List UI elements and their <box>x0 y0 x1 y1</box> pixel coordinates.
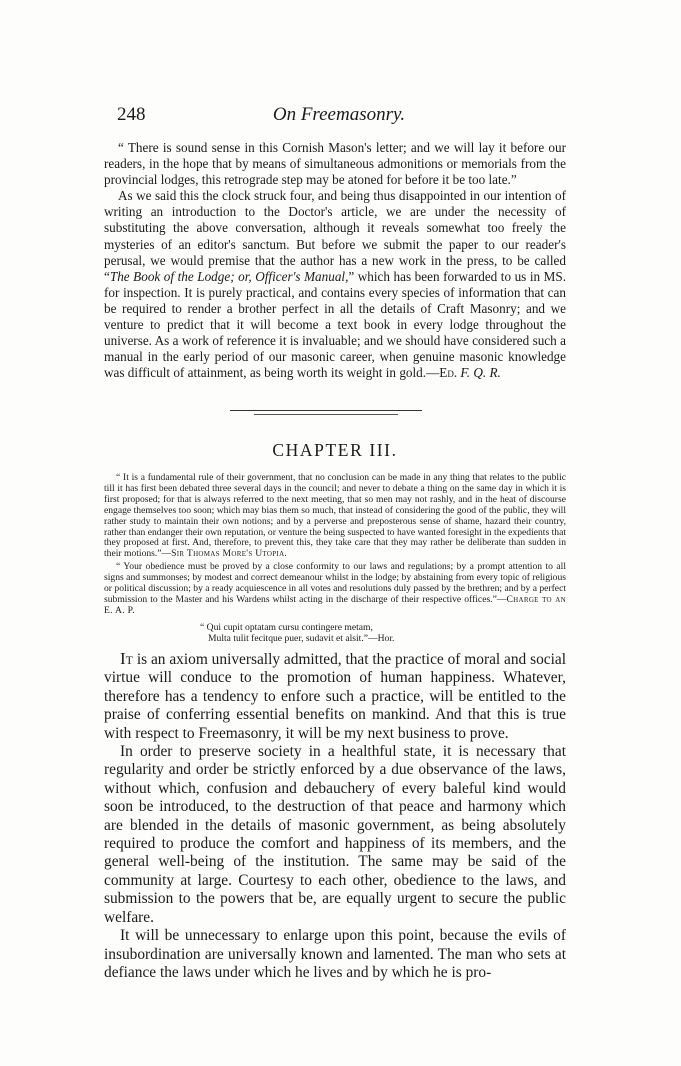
epigraph-utopia-source: Sir Thomas More's Utopia. <box>171 548 288 560</box>
epigraph-utopia <box>104 473 566 560</box>
editorial-note <box>104 140 566 381</box>
book-title: The Book of the Lodge; or, Officer's Manual, <box>109 268 349 284</box>
divider-rule-bottom <box>254 414 398 415</box>
body-paragraph-3: It will be unnecessary to enlarge upon this point, because the evils of insubordination are universally known and lamented. The man who sets at defiance the laws under which he lives and by which he is pro- <box>104 927 566 981</box>
section-divider <box>230 410 422 416</box>
epigraphs <box>104 473 566 617</box>
page-number: 248 <box>117 104 146 125</box>
body-paragraph-2: In order to preserve society in a healthful state, it is necessary that regularity and order be strictly enforced by a due observance of the laws, without which, confusion and debauchery of every baleful kind would soon be introduced, to the destruction of that peace and harmony which are blended in the details of masonic government, as being absolutely required to produce the comfort and happiness of its members, and the general well-being of the institution. The same may be said of the community at large. Courtesy to each other, obedience to the laws, and submission to the powers that be, are equally urgent to secure the public welfare. <box>104 743 566 926</box>
divider-rule-top <box>230 410 422 411</box>
chapter-heading: CHAPTER III. <box>272 440 398 460</box>
body-paragraph-1: It is an axiom universally admitted, that the practice of moral and social virtue will conduce to the promotion of human happiness. Whatever, therefore has a tendency to enfore such a practice, will be entitled to the praise of conferring essential benefits on mankind. And that this is true with respect to Freemasonry, it will be my next business to prove. <box>104 649 566 742</box>
latin-line-1: “ Qui cupit optatam cursu contingere metam, <box>200 622 373 633</box>
latin-motto <box>200 623 394 645</box>
latin-source: Hor. <box>377 632 395 644</box>
epigraph-charge <box>104 562 566 617</box>
epigraph-utopia-text: “ It is a fundamental rule of their government, that no conclusion can be made in any thing that relates to the public till it has first been debated three several days in the council; and never to debate a thing on the same day in which it is first proposed; for that is always referred to the next meeting, that so men may not rashly, and in the heat of discourse engage themselves too soon; which may bias them so much, that instead of considering the good of the public, they will rather study to maintain their own notions; and by a perverse and preposterous sense of shame, hazard their country, rather than endanger their own reputation, or venture the being suspected to have wanted foresight in the expedients that they proposed at first. And, therefore, to prevent this, they take care that they may rather be deliberate than sudden in their motions.”— <box>104 472 566 560</box>
editorial-paragraph-1: “ There is sound sense in this Cornish Mason's letter; and we will lay it before our readers, in the hope that by means of simultaneous admonitions or memorials from the provincial lodges, this retrograde step may be atoned for before it be too late.” <box>104 140 566 188</box>
latin-line-2: Multa tulit fecitque puer, sudavit et alsit.”—Hor. <box>208 632 395 644</box>
epigraph-charge-text: “ Your obedience must be proved by a close conformity to our laws and regulations; by a prompt attention to all signs and summonses; by modest and correct demeanour whilst in the lodge; by abstaining from every topic of religious or political discussion; by a ready acquiescence in all votes and resolutions duly passed by the brethren; and by a perfect submission to the Master and his Wardens whilst acting in the discharge of their respective offices.”— <box>104 561 566 605</box>
epigraph-charge-source: Charge to an E. A. P. <box>104 593 566 616</box>
magazine-signature: F. Q. R. <box>460 365 501 381</box>
editor-signature: Ed. <box>439 365 458 381</box>
initial-word: It <box>120 649 133 668</box>
editorial-text-before-title: As we said this the clock struck four, and being thus disappointed in our intention of writing an introduction to the Doctor's article, we are under the necessity of substituting the above conversation, although it reveals somewhat too freely the mysteries of an editor's sanctum. But before we submit the paper to our reader's perusal, we would premise that the author has a new work in the press, to be called “ <box>104 188 566 284</box>
page-header <box>117 104 561 132</box>
editorial-paragraph-2 <box>104 188 566 381</box>
running-title: On Freemasonry. <box>272 104 406 125</box>
editorial-text-after-title: ” which has been forwarded to us in MS. for inspection. It is purely practical, and contains every species of information that can be required to render a brother perfect in all the details of Craft Masonry; and we venture to predict that it will become a text book in every lodge throughout the universe. As a work of reference it is invaluable; and we should have considered such a manual in the early period of our masonic career, when genuine masonic knowledge was difficult of attainment, as being worth its weight in gold.— <box>104 268 566 381</box>
chapter-body <box>104 650 566 982</box>
